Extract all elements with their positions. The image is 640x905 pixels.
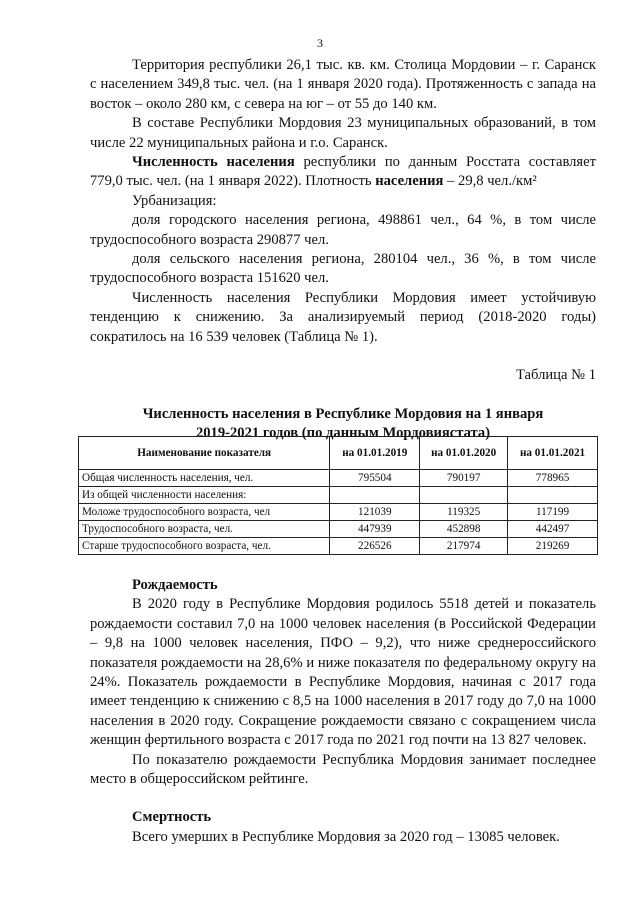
header-2021: на 01.01.2021 — [508, 437, 598, 470]
header-2020: на 01.01.2020 — [420, 437, 508, 470]
territory-paragraph: Территория республики 26,1 тыс. кв. км. Столица Мордовии – г. Саранск с населением 349,8 тыс. чел. (на 1 января 2020 года). Протяженность с запада на восток – около 280 км, с севера на юг – от 55 до 140 км. — [90, 57, 596, 112]
table-cell: Старше трудоспособного возраста, чел. — [79, 538, 330, 555]
table-cell: 778965 — [508, 470, 598, 487]
table-cell — [508, 487, 598, 504]
table-cell: 452898 — [420, 521, 508, 538]
table-cell: Из общей численности населения: — [79, 487, 330, 504]
table-cell: Общая численность населения, чел. — [79, 470, 330, 487]
table-cell: 442497 — [508, 521, 598, 538]
table-label: Таблица № 1 — [516, 367, 596, 384]
table-row — [79, 470, 598, 487]
document-body — [90, 56, 596, 443]
population-term-2: населения — [375, 173, 444, 190]
table-cell: 226526 — [330, 538, 420, 555]
death-paragraph: Всего умерших в Республике Мордовия за 2020 год – 13085 человек. — [132, 828, 560, 845]
table-cell — [330, 487, 420, 504]
table-row — [79, 521, 598, 538]
lower-body — [90, 576, 596, 847]
table-cell: Трудоспособного возраста, чел. — [79, 521, 330, 538]
table-cell: 121039 — [330, 504, 420, 521]
page-number: 3 — [317, 36, 323, 50]
urbanization-label: Урбанизация: — [132, 192, 217, 209]
population-paragraph — [90, 153, 596, 192]
table-cell — [420, 487, 508, 504]
birth-paragraph: В 2020 году в Республике Мордовия родилось 5518 детей и показатель рождаемости составил 7,0 на 1000 человек населения (в Российской Федерации – 9,8 на 1000 человек населения, ПФО – 9,2), что ниже среднероссийского показателя рождаемости на 28,6% и ниже показателя по федеральному округу на 24%. Показатель рождаемости в Республике Мордовия, начиная с 2017 года имеет тенденцию к снижению с 8,5 на 1000 населения в 2017 году до 7,0 на 1000 населения в 2020 году. Сокращение рождаемости связано с сокращением числа женщин фертильного возраста с 2017 года по 2021 год почти на 13 827 человек. — [90, 596, 596, 749]
header-2019: на 01.01.2019 — [330, 437, 420, 470]
population-term: Численность населения — [132, 154, 295, 171]
table-cell: 219269 — [508, 538, 598, 555]
municipal-paragraph: В составе Республики Мордовия 23 муниципальных образований, в том числе 22 муниципальных района и г.о. Саранск. — [90, 115, 596, 151]
population-text-b: – 29,8 чел./км² — [443, 173, 537, 190]
urban-share: доля городского населения региона, 498861 чел., 64 %, в том числе трудоспособного возраста 290877 чел. — [90, 212, 596, 248]
table-cell: 795504 — [330, 470, 420, 487]
population-text-a: республики по данным Росстата составляет 779,0 тыс. чел. (на 1 января 2022). Плотность — [90, 154, 597, 190]
table-title-line-2: 2019-2021 годов (по данным Мордовиястата) — [195, 424, 491, 441]
table-row — [79, 504, 598, 521]
birth-heading: Рождаемость — [132, 577, 218, 593]
table-cell: 447939 — [330, 521, 420, 538]
table-cell: Моложе трудоспособного возраста, чел — [79, 504, 330, 521]
table-cell: 790197 — [420, 470, 508, 487]
table-cell: 117199 — [508, 504, 598, 521]
decline-paragraph: Численность населения Республики Мордовия имеет устойчивую тенденцию к снижению. За анализируемый период (2018-2020 годы) сократилось на 16 539 человек (Таблица № 1). — [90, 289, 596, 345]
population-table — [78, 436, 598, 555]
birth-rank-paragraph: По показателю рождаемости Республика Мордовия занимает последнее место в общероссийском рейтинге. — [90, 751, 596, 788]
table-row — [79, 538, 598, 555]
header-indicator: Наименование показателя — [79, 437, 330, 470]
table-cell: 119325 — [420, 504, 508, 521]
rural-share: доля сельского населения региона, 280104 чел., 36 %, в том числе трудоспособного возраста 151620 чел. — [90, 251, 596, 287]
table-title-line-1: Численность населения в Республике Мордовия на 1 января — [142, 405, 544, 422]
death-heading: Смертность — [132, 809, 212, 826]
table-row — [79, 487, 598, 504]
table-header-row — [79, 437, 598, 470]
table-cell: 217974 — [420, 538, 508, 555]
